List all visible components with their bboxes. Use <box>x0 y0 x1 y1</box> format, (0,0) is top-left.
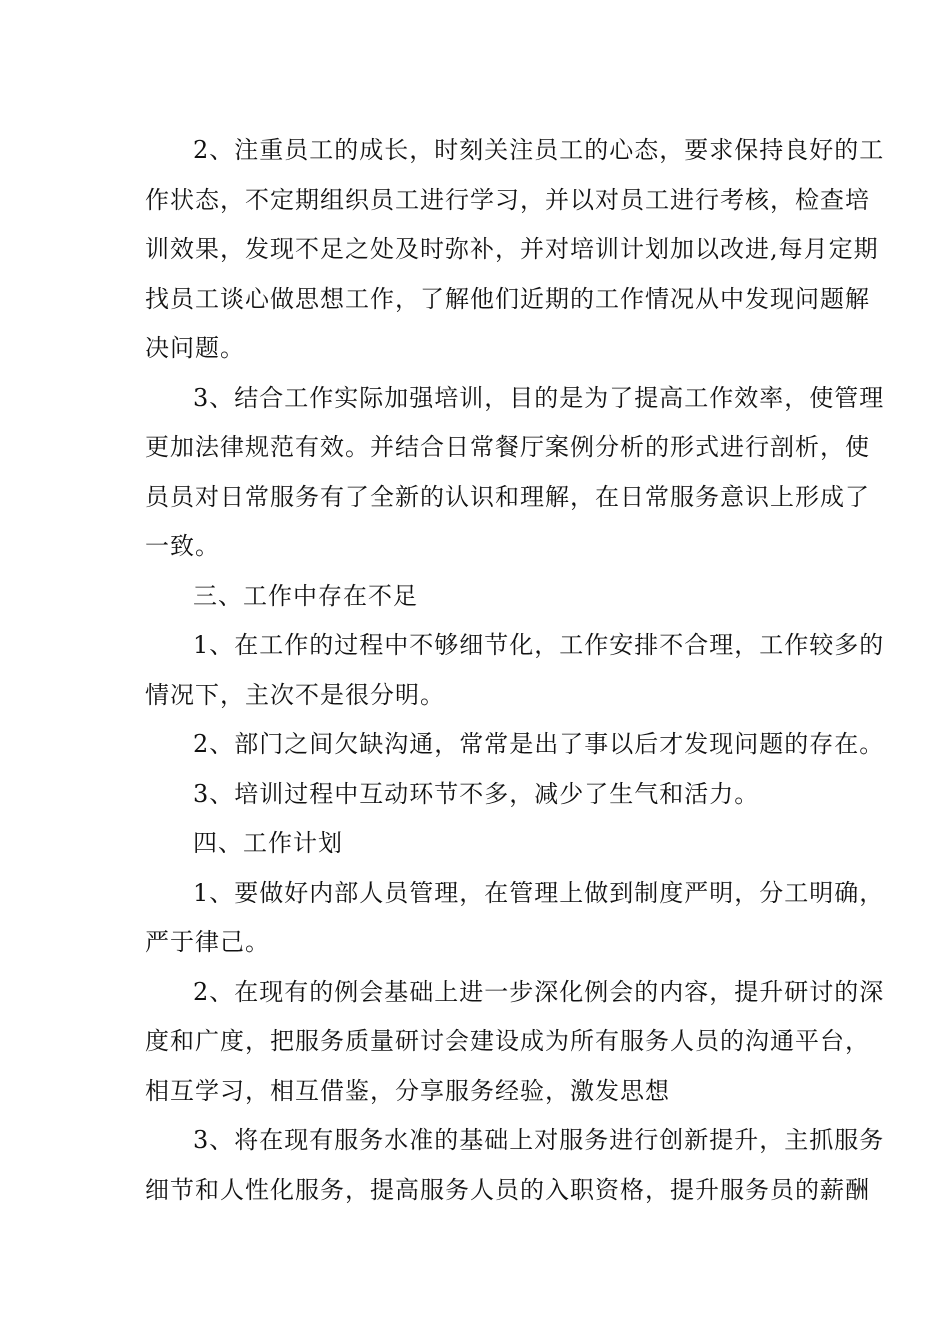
section-heading-work-plan: 四、工作计划 <box>193 829 343 857</box>
paragraph-staff-growth <box>145 126 885 374</box>
text-line: 2、注重员工的成长，时刻关注员工的心态，要求保持良好的工 <box>193 136 885 164</box>
document-body <box>145 126 885 1215</box>
text-line: 相互学习，相互借鉴，分享服务经验，激发思想 <box>145 1076 670 1105</box>
paragraph-shortcoming-1 <box>145 621 885 720</box>
text-line: 严于律己。 <box>145 928 270 956</box>
text-line: 训效果，发现不足之处及时弥补，并对培训计划加以改进,每月定期 <box>145 235 879 263</box>
text-line: 细节和人性化服务，提高服务人员的入职资格，提升服务员的薪酬 <box>145 1175 870 1204</box>
text-line: 3、结合工作实际加强培训，目的是为了提高工作效率，使管理 <box>193 383 885 412</box>
text-line: 决问题。 <box>145 334 245 362</box>
paragraph-plan-3 <box>145 1116 885 1215</box>
text-line: 一致。 <box>145 532 220 560</box>
text-line: 作状态，不定期组织员工进行学习，并以对员工进行考核，检查培 <box>145 185 870 214</box>
paragraph-plan-2 <box>145 968 885 1117</box>
text-line: 1、要做好内部人员管理，在管理上做到制度严明，分工明确， <box>193 878 885 907</box>
text-line: 2、部门之间欠缺沟通，常常是出了事以后才发现问题的存在。 <box>193 730 885 758</box>
paragraph-plan-1 <box>145 869 885 968</box>
section-heading-shortcomings: 三、工作中存在不足 <box>193 581 418 610</box>
paragraph-training <box>145 374 885 572</box>
text-line: 找员工谈心做思想工作，了解他们近期的工作情况从中发现问题解 <box>145 284 870 313</box>
text-line: 2、在现有的例会基础上进一步深化例会的内容，提升研讨的深 <box>193 977 885 1006</box>
text-line: 度和广度，把服务质量研讨会建设成为所有服务人员的沟通平台， <box>145 1027 870 1055</box>
text-line: 更加法律规范有效。并结合日常餐厅案例分析的形式进行剖析，使 <box>145 433 870 461</box>
text-line: 员员对日常服务有了全新的认识和理解，在日常服务意识上形成了 <box>145 482 870 511</box>
paragraph-shortcoming-2 <box>145 720 885 770</box>
text-line: 情况下，主次不是很分明。 <box>145 680 445 709</box>
text-line: 3、将在现有服务水准的基础上对服务进行创新提升，主抓服务 <box>193 1126 885 1154</box>
text-line: 3、培训过程中互动环节不多，减少了生气和活力。 <box>193 779 760 808</box>
text-line: 1、在工作的过程中不够细节化，工作安排不合理，工作较多的 <box>193 631 885 659</box>
paragraph-shortcoming-3 <box>145 770 815 820</box>
